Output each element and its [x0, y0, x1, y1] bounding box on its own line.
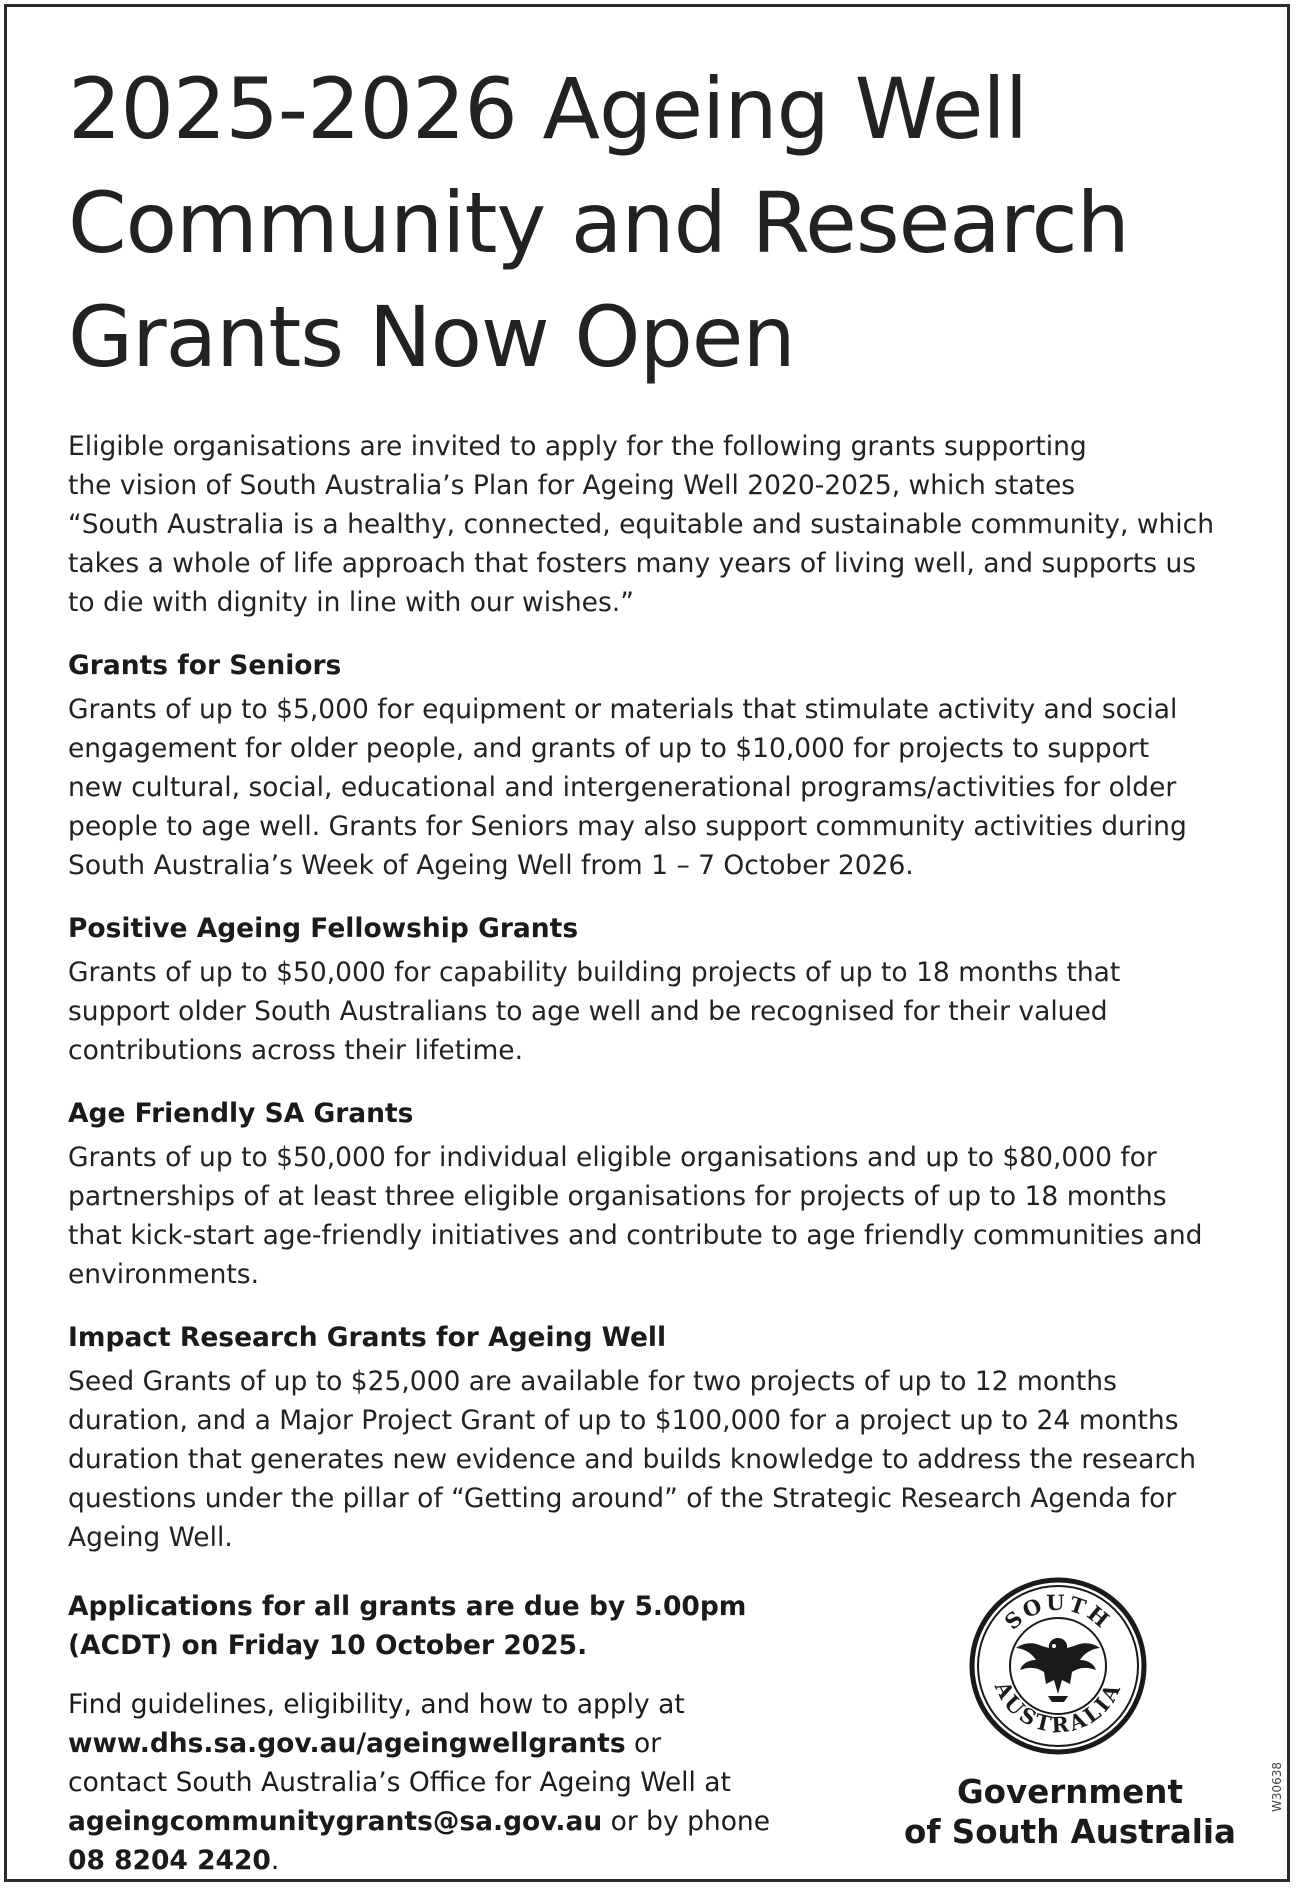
- title-line: 2025-2026 Ageing Well: [68, 60, 1028, 158]
- contact-by-phone: or by phone: [602, 1806, 771, 1837]
- section-positive-ageing-fellowship: [68, 909, 1228, 1070]
- body-line: duration that generates new evidence and builds knowledge to address the research: [68, 1444, 1197, 1475]
- phone-number[interactable]: 08 8204 2420: [68, 1845, 271, 1876]
- section-heading: Impact Research Grants for Ageing Well: [68, 1322, 667, 1353]
- section-body: [68, 1138, 1228, 1294]
- piping-shrike-icon: [1016, 1638, 1100, 1702]
- contact-line: Find guidelines, eligibility, and how to apply at: [68, 1689, 685, 1720]
- section-heading: Grants for Seniors: [68, 650, 342, 681]
- section-impact-research: [68, 1318, 1228, 1557]
- state-seal-icon: [968, 1576, 1148, 1756]
- intro-line: “South Australia is a healthy, connected, equitable and sustainable community, which: [68, 509, 1215, 540]
- body-line: contributions across their lifetime.: [68, 1035, 524, 1066]
- seal-bottom-text: AUSTRALIA: [989, 1677, 1127, 1738]
- body-line: people to age well. Grants for Seniors may also support community activities during: [68, 811, 1187, 842]
- body-line: duration, and a Major Project Grant of up to $100,000 for a project up to 24 months: [68, 1405, 1179, 1436]
- section-body: [68, 690, 1228, 885]
- contact-period: .: [270, 1845, 280, 1876]
- intro-line: the vision of South Australia’s Plan for Ageing Well 2020-2025, which states: [68, 470, 1076, 501]
- application-deadline: [68, 1587, 788, 1665]
- body-line: engagement for older people, and grants of up to $10,000 for projects to support: [68, 733, 1150, 764]
- section-grants-for-seniors: [68, 646, 1228, 885]
- deadline-line: Applications for all grants are due by 5.00pm: [68, 1591, 747, 1622]
- website-link[interactable]: www.dhs.sa.gov.au/ageingwellgrants: [68, 1728, 626, 1759]
- email-link[interactable]: ageingcommunitygrants@sa.gov.au: [68, 1806, 603, 1837]
- section-heading: Positive Ageing Fellowship Grants: [68, 913, 579, 944]
- body-line: questions under the pillar of “Getting around” of the Strategic Research Agenda for: [68, 1483, 1177, 1514]
- contact-line: [68, 1802, 828, 1841]
- intro-line: Eligible organisations are invited to apply for the following grants supporting: [68, 431, 1087, 462]
- section-body: [68, 1362, 1228, 1557]
- body-line: new cultural, social, educational and intergenerational programs/activities for older: [68, 772, 1177, 803]
- section-age-friendly-sa: [68, 1094, 1228, 1294]
- body-line: environments.: [68, 1259, 259, 1290]
- contact-line: contact South Australia’s Office for Ageing Well at: [68, 1767, 731, 1798]
- government-name: [870, 1772, 1270, 1852]
- government-logo: [870, 1576, 1270, 1856]
- gov-line: of South Australia: [904, 1813, 1236, 1851]
- body-line: Grants of up to $5,000 for equipment or materials that stimulate activity and social: [68, 694, 1178, 725]
- body-line: support older South Australians to age well and be recognised for their valued: [68, 996, 1108, 1027]
- seal-top-text: SOUTH: [999, 1589, 1117, 1635]
- contact-line: [68, 1841, 828, 1880]
- intro-line: to die with dignity in line with our wishes.”: [68, 587, 634, 618]
- page-title: [68, 52, 1228, 394]
- document-id: W30638: [1270, 1761, 1284, 1812]
- body-line: that kick-start age-friendly initiatives and contribute to age friendly communities and: [68, 1220, 1203, 1251]
- body-line: Grants of up to $50,000 for individual eligible organisations and up to $80,000 for: [68, 1142, 1157, 1173]
- body-line: partnerships of at least three eligible organisations for projects of up to 18 months: [68, 1181, 1167, 1212]
- contact-info: [68, 1685, 828, 1880]
- body-line: Seed Grants of up to $25,000 are available for two projects of up to 12 months: [68, 1366, 1117, 1397]
- intro-paragraph: [68, 427, 1228, 622]
- body-line: Grants of up to $50,000 for capability building projects of up to 18 months that: [68, 957, 1121, 988]
- contact-line: [68, 1724, 828, 1763]
- gov-line: Government: [957, 1773, 1183, 1811]
- section-body: [68, 953, 1228, 1070]
- title-line: Community and Research: [68, 174, 1129, 272]
- body-line: Ageing Well.: [68, 1522, 233, 1553]
- contact-or: or: [625, 1728, 662, 1759]
- deadline-line: (ACDT) on Friday 10 October 2025.: [68, 1630, 588, 1661]
- body-line: South Australia’s Week of Ageing Well from 1 – 7 October 2026.: [68, 850, 914, 881]
- intro-line: takes a whole of life approach that fosters many years of living well, and supports us: [68, 548, 1197, 579]
- section-heading: Age Friendly SA Grants: [68, 1098, 414, 1129]
- title-line: Grants Now Open: [68, 288, 795, 386]
